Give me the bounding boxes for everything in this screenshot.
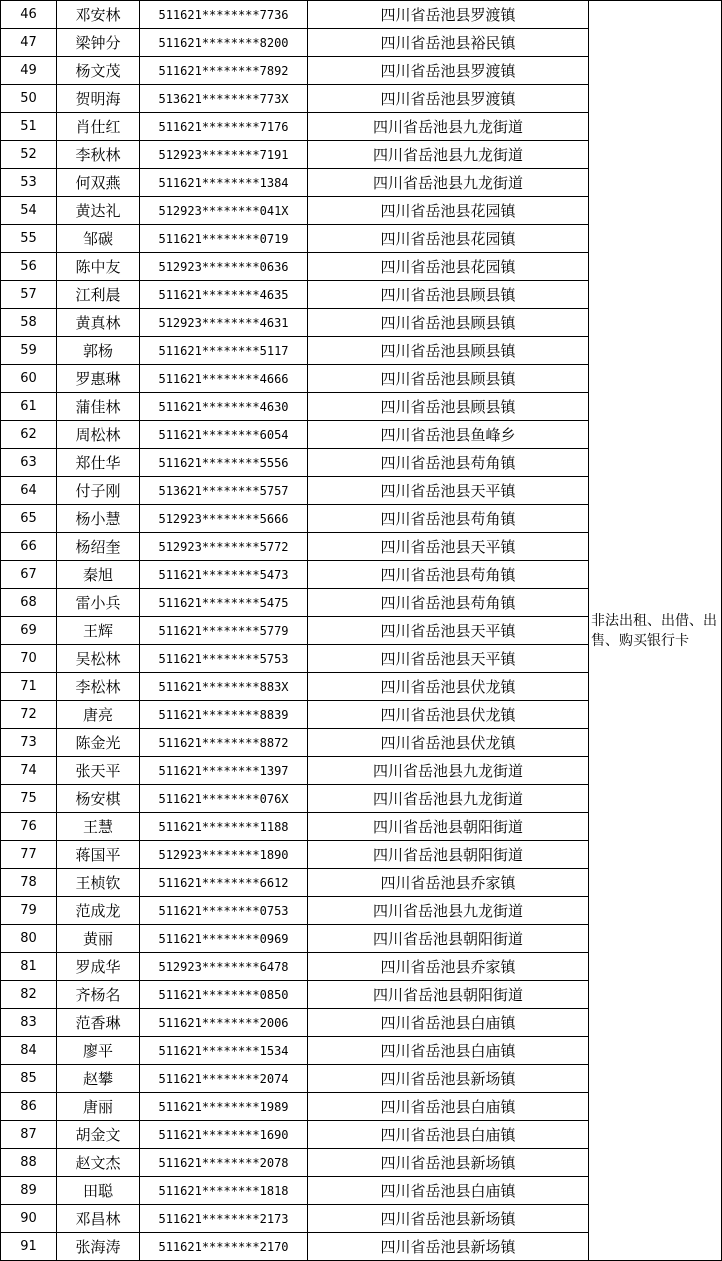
address-cell: 四川省岳池县天平镇 xyxy=(308,645,589,673)
id-number-cell: 513621********773X xyxy=(140,85,308,113)
row-number-cell: 70 xyxy=(1,645,57,673)
name-cell: 范成龙 xyxy=(57,897,140,925)
name-cell: 蒋国平 xyxy=(57,841,140,869)
name-cell: 王辉 xyxy=(57,617,140,645)
id-number-cell: 511621********8200 xyxy=(140,29,308,57)
name-cell: 付子刚 xyxy=(57,477,140,505)
row-number-cell: 53 xyxy=(1,169,57,197)
id-number-cell: 511621********1384 xyxy=(140,169,308,197)
name-cell: 杨绍奎 xyxy=(57,533,140,561)
address-cell: 四川省岳池县伏龙镇 xyxy=(308,673,589,701)
name-cell: 赵文杰 xyxy=(57,1149,140,1177)
address-cell: 四川省岳池县鱼峰乡 xyxy=(308,421,589,449)
id-number-cell: 511621********5475 xyxy=(140,589,308,617)
name-cell: 张天平 xyxy=(57,757,140,785)
address-cell: 四川省岳池县白庙镇 xyxy=(308,1037,589,1065)
address-cell: 四川省岳池县九龙街道 xyxy=(308,141,589,169)
id-number-cell: 511621********883X xyxy=(140,673,308,701)
row-number-cell: 66 xyxy=(1,533,57,561)
address-cell: 四川省岳池县天平镇 xyxy=(308,617,589,645)
address-cell: 四川省岳池县顾县镇 xyxy=(308,281,589,309)
address-cell: 四川省岳池县天平镇 xyxy=(308,477,589,505)
name-cell: 黄达礼 xyxy=(57,197,140,225)
name-cell: 何双燕 xyxy=(57,169,140,197)
id-number-cell: 511621********5556 xyxy=(140,449,308,477)
address-cell: 四川省岳池县裕民镇 xyxy=(308,29,589,57)
record-table-body xyxy=(1,1,722,1261)
name-cell: 肖仕红 xyxy=(57,113,140,141)
address-cell: 四川省岳池县顾县镇 xyxy=(308,309,589,337)
address-cell: 四川省岳池县九龙街道 xyxy=(308,785,589,813)
address-cell: 四川省岳池县伏龙镇 xyxy=(308,729,589,757)
row-number-cell: 57 xyxy=(1,281,57,309)
address-cell: 四川省岳池县九龙街道 xyxy=(308,897,589,925)
row-number-cell: 85 xyxy=(1,1065,57,1093)
id-number-cell: 511621********8872 xyxy=(140,729,308,757)
row-number-cell: 59 xyxy=(1,337,57,365)
address-cell: 四川省岳池县苟角镇 xyxy=(308,449,589,477)
address-cell: 四川省岳池县新场镇 xyxy=(308,1205,589,1233)
row-number-cell: 81 xyxy=(1,953,57,981)
id-number-cell: 511621********7176 xyxy=(140,113,308,141)
id-number-cell: 511621********7736 xyxy=(140,1,308,29)
address-cell: 四川省岳池县乔家镇 xyxy=(308,869,589,897)
id-number-cell: 511621********0969 xyxy=(140,925,308,953)
address-cell: 四川省岳池县九龙街道 xyxy=(308,169,589,197)
id-number-cell: 512923********6478 xyxy=(140,953,308,981)
row-number-cell: 76 xyxy=(1,813,57,841)
row-number-cell: 79 xyxy=(1,897,57,925)
address-cell: 四川省岳池县白庙镇 xyxy=(308,1177,589,1205)
address-cell: 四川省岳池县顾县镇 xyxy=(308,365,589,393)
name-cell: 贺明海 xyxy=(57,85,140,113)
row-number-cell: 71 xyxy=(1,673,57,701)
id-number-cell: 511621********1188 xyxy=(140,813,308,841)
row-number-cell: 46 xyxy=(1,1,57,29)
id-number-cell: 511621********4635 xyxy=(140,281,308,309)
id-number-cell: 513621********5757 xyxy=(140,477,308,505)
row-number-cell: 72 xyxy=(1,701,57,729)
name-cell: 吴松林 xyxy=(57,645,140,673)
address-cell: 四川省岳池县九龙街道 xyxy=(308,757,589,785)
id-number-cell: 512923********7191 xyxy=(140,141,308,169)
row-number-cell: 68 xyxy=(1,589,57,617)
row-number-cell: 89 xyxy=(1,1177,57,1205)
id-number-cell: 512923********0636 xyxy=(140,253,308,281)
address-cell: 四川省岳池县罗渡镇 xyxy=(308,85,589,113)
name-cell: 雷小兵 xyxy=(57,589,140,617)
row-number-cell: 84 xyxy=(1,1037,57,1065)
address-cell: 四川省岳池县白庙镇 xyxy=(308,1093,589,1121)
id-number-cell: 511621********0719 xyxy=(140,225,308,253)
id-number-cell: 511621********6612 xyxy=(140,869,308,897)
name-cell: 陈金光 xyxy=(57,729,140,757)
id-number-cell: 512923********1890 xyxy=(140,841,308,869)
id-number-cell: 511621********1818 xyxy=(140,1177,308,1205)
address-cell: 四川省岳池县朝阳街道 xyxy=(308,981,589,1009)
address-cell: 四川省岳池县苟角镇 xyxy=(308,561,589,589)
name-cell: 杨安棋 xyxy=(57,785,140,813)
id-number-cell: 511621********5753 xyxy=(140,645,308,673)
row-number-cell: 83 xyxy=(1,1009,57,1037)
id-number-cell: 511621********076X xyxy=(140,785,308,813)
name-cell: 邹碳 xyxy=(57,225,140,253)
address-cell: 四川省岳池县新场镇 xyxy=(308,1065,589,1093)
id-number-cell: 511621********0850 xyxy=(140,981,308,1009)
row-number-cell: 69 xyxy=(1,617,57,645)
row-number-cell: 56 xyxy=(1,253,57,281)
name-cell: 杨文茂 xyxy=(57,57,140,85)
name-cell: 陈中友 xyxy=(57,253,140,281)
name-cell: 赵攀 xyxy=(57,1065,140,1093)
name-cell: 邓安林 xyxy=(57,1,140,29)
row-number-cell: 86 xyxy=(1,1093,57,1121)
name-cell: 江利晨 xyxy=(57,281,140,309)
row-number-cell: 63 xyxy=(1,449,57,477)
reason-cell: 非法出租、出借、出售、购买银行卡 xyxy=(589,1,722,1261)
name-cell: 田聪 xyxy=(57,1177,140,1205)
row-number-cell: 54 xyxy=(1,197,57,225)
row-number-cell: 60 xyxy=(1,365,57,393)
address-cell: 四川省岳池县花园镇 xyxy=(308,197,589,225)
row-number-cell: 61 xyxy=(1,393,57,421)
name-cell: 秦旭 xyxy=(57,561,140,589)
name-cell: 王慧 xyxy=(57,813,140,841)
address-cell: 四川省岳池县新场镇 xyxy=(308,1233,589,1261)
id-number-cell: 511621********1397 xyxy=(140,757,308,785)
address-cell: 四川省岳池县花园镇 xyxy=(308,253,589,281)
address-cell: 四川省岳池县苟角镇 xyxy=(308,589,589,617)
table-row xyxy=(1,1,722,29)
name-cell: 蒲佳林 xyxy=(57,393,140,421)
name-cell: 张海涛 xyxy=(57,1233,140,1261)
name-cell: 罗成华 xyxy=(57,953,140,981)
row-number-cell: 88 xyxy=(1,1149,57,1177)
row-number-cell: 77 xyxy=(1,841,57,869)
address-cell: 四川省岳池县顾县镇 xyxy=(308,337,589,365)
name-cell: 黄真林 xyxy=(57,309,140,337)
id-number-cell: 511621********4630 xyxy=(140,393,308,421)
id-number-cell: 512923********5772 xyxy=(140,533,308,561)
name-cell: 唐亮 xyxy=(57,701,140,729)
id-number-cell: 511621********7892 xyxy=(140,57,308,85)
id-number-cell: 511621********4666 xyxy=(140,365,308,393)
row-number-cell: 73 xyxy=(1,729,57,757)
row-number-cell: 50 xyxy=(1,85,57,113)
address-cell: 四川省岳池县新场镇 xyxy=(308,1149,589,1177)
id-number-cell: 511621********5473 xyxy=(140,561,308,589)
address-cell: 四川省岳池县白庙镇 xyxy=(308,1121,589,1149)
row-number-cell: 91 xyxy=(1,1233,57,1261)
address-cell: 四川省岳池县伏龙镇 xyxy=(308,701,589,729)
address-cell: 四川省岳池县朝阳街道 xyxy=(308,925,589,953)
name-cell: 李秋林 xyxy=(57,141,140,169)
row-number-cell: 47 xyxy=(1,29,57,57)
id-number-cell: 512923********5666 xyxy=(140,505,308,533)
id-number-cell: 511621********2170 xyxy=(140,1233,308,1261)
id-number-cell: 511621********5779 xyxy=(140,617,308,645)
address-cell: 四川省岳池县朝阳街道 xyxy=(308,813,589,841)
id-number-cell: 512923********041X xyxy=(140,197,308,225)
name-cell: 郭杨 xyxy=(57,337,140,365)
row-number-cell: 49 xyxy=(1,57,57,85)
row-number-cell: 55 xyxy=(1,225,57,253)
row-number-cell: 78 xyxy=(1,869,57,897)
id-number-cell: 511621********2006 xyxy=(140,1009,308,1037)
id-number-cell: 511621********0753 xyxy=(140,897,308,925)
id-number-cell: 511621********2078 xyxy=(140,1149,308,1177)
name-cell: 罗惠琳 xyxy=(57,365,140,393)
row-number-cell: 87 xyxy=(1,1121,57,1149)
name-cell: 齐杨名 xyxy=(57,981,140,1009)
address-cell: 四川省岳池县九龙街道 xyxy=(308,113,589,141)
name-cell: 廖平 xyxy=(57,1037,140,1065)
id-number-cell: 511621********5117 xyxy=(140,337,308,365)
id-number-cell: 511621********1690 xyxy=(140,1121,308,1149)
row-number-cell: 67 xyxy=(1,561,57,589)
address-cell: 四川省岳池县乔家镇 xyxy=(308,953,589,981)
id-number-cell: 511621********6054 xyxy=(140,421,308,449)
row-number-cell: 65 xyxy=(1,505,57,533)
name-cell: 邓昌林 xyxy=(57,1205,140,1233)
address-cell: 四川省岳池县花园镇 xyxy=(308,225,589,253)
id-number-cell: 511621********2173 xyxy=(140,1205,308,1233)
row-number-cell: 90 xyxy=(1,1205,57,1233)
name-cell: 郑仕华 xyxy=(57,449,140,477)
id-number-cell: 511621********1534 xyxy=(140,1037,308,1065)
name-cell: 李松林 xyxy=(57,673,140,701)
row-number-cell: 58 xyxy=(1,309,57,337)
row-number-cell: 62 xyxy=(1,421,57,449)
address-cell: 四川省岳池县白庙镇 xyxy=(308,1009,589,1037)
name-cell: 范香琳 xyxy=(57,1009,140,1037)
row-number-cell: 74 xyxy=(1,757,57,785)
id-number-cell: 511621********1989 xyxy=(140,1093,308,1121)
name-cell: 黄丽 xyxy=(57,925,140,953)
address-cell: 四川省岳池县苟角镇 xyxy=(308,505,589,533)
name-cell: 唐丽 xyxy=(57,1093,140,1121)
name-cell: 梁钟分 xyxy=(57,29,140,57)
name-cell: 王桢钦 xyxy=(57,869,140,897)
name-cell: 周松林 xyxy=(57,421,140,449)
row-number-cell: 80 xyxy=(1,925,57,953)
address-cell: 四川省岳池县罗渡镇 xyxy=(308,1,589,29)
address-cell: 四川省岳池县朝阳街道 xyxy=(308,841,589,869)
address-cell: 四川省岳池县顾县镇 xyxy=(308,393,589,421)
row-number-cell: 64 xyxy=(1,477,57,505)
address-cell: 四川省岳池县罗渡镇 xyxy=(308,57,589,85)
address-cell: 四川省岳池县天平镇 xyxy=(308,533,589,561)
row-number-cell: 75 xyxy=(1,785,57,813)
row-number-cell: 52 xyxy=(1,141,57,169)
id-number-cell: 511621********2074 xyxy=(140,1065,308,1093)
name-cell: 胡金文 xyxy=(57,1121,140,1149)
name-cell: 杨小慧 xyxy=(57,505,140,533)
id-number-cell: 511621********8839 xyxy=(140,701,308,729)
row-number-cell: 82 xyxy=(1,981,57,1009)
row-number-cell: 51 xyxy=(1,113,57,141)
id-number-cell: 512923********4631 xyxy=(140,309,308,337)
